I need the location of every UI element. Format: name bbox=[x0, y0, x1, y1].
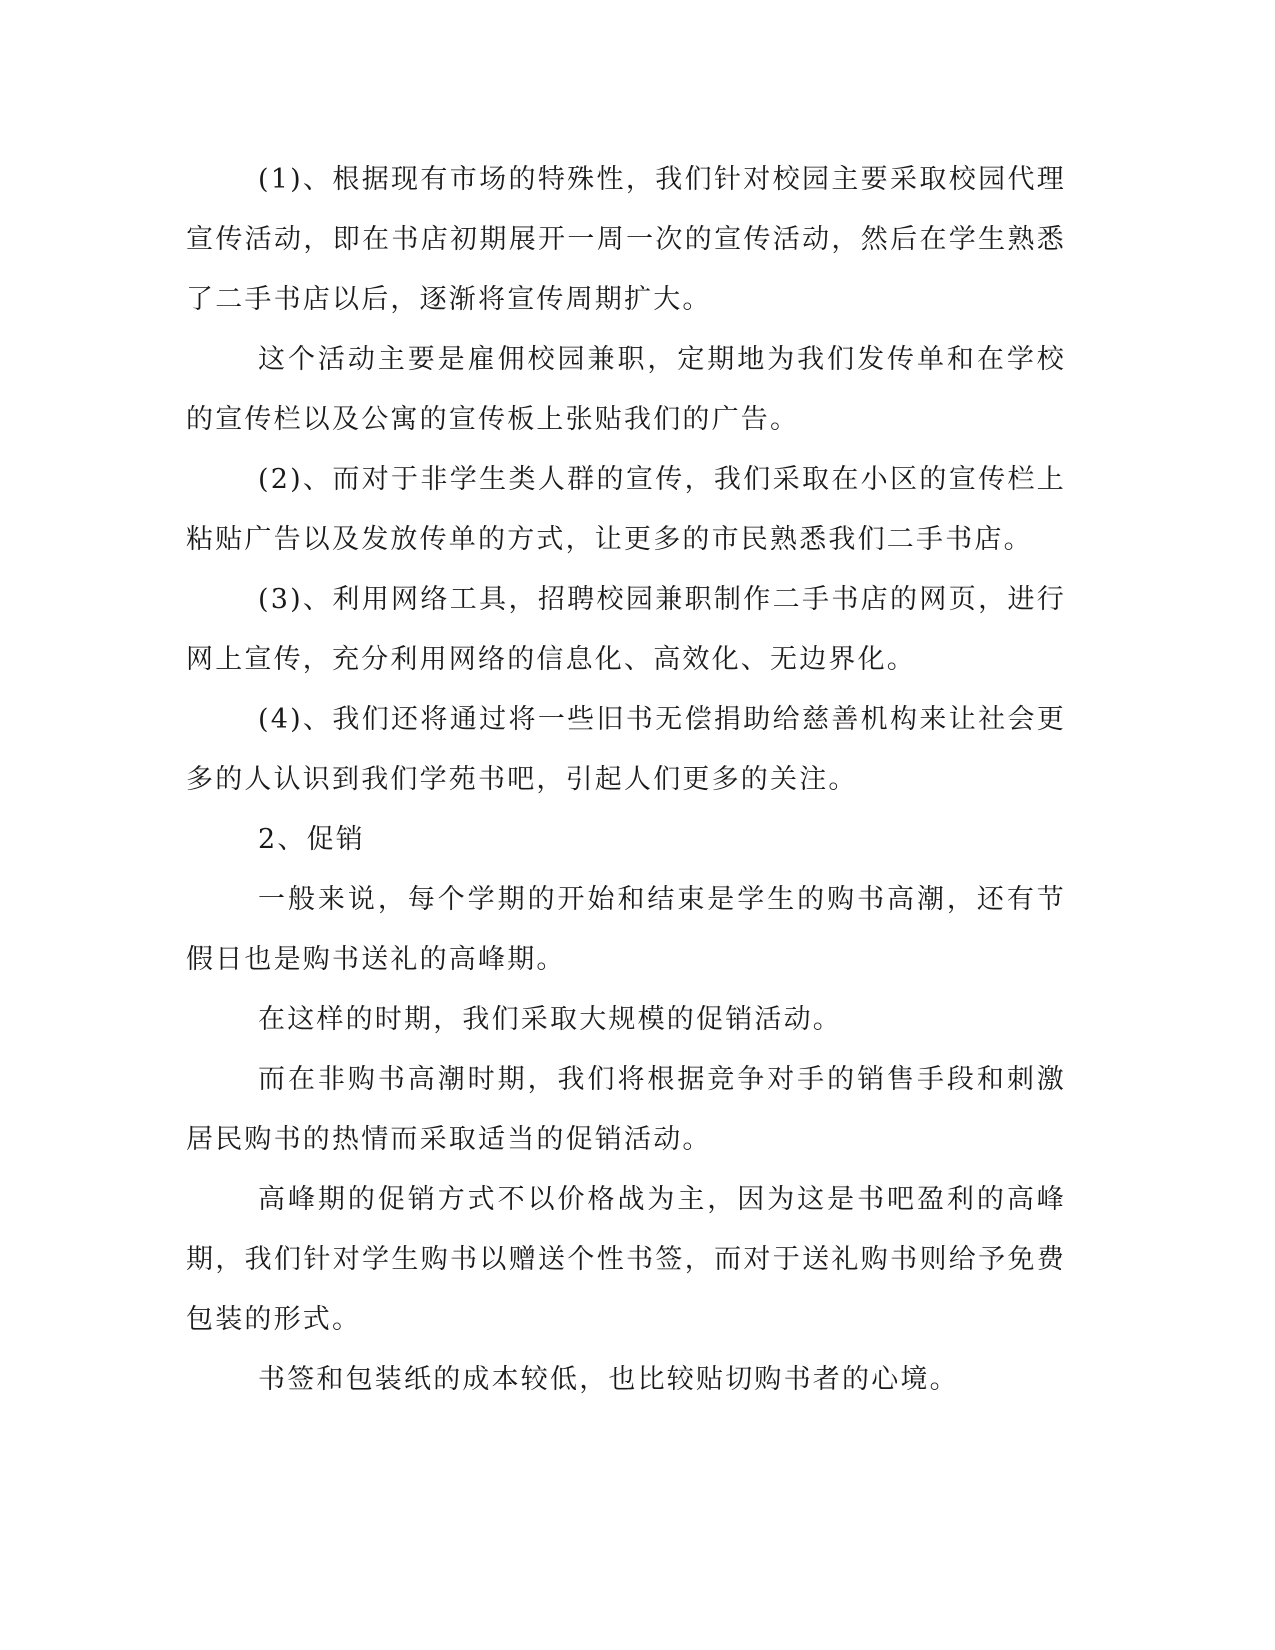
paragraph-off-peak-promotion: 而在非购书高潮时期，我们将根据竞争对手的销售手段和刺激居民购书的热情而采取适当的促销活动。 bbox=[186, 1064, 1066, 1155]
document-body bbox=[186, 150, 1066, 1410]
section-heading-sales-promotion: 2、促销 bbox=[258, 824, 365, 855]
paragraph-peak-periods: 一般来说，每个学期的开始和结束是学生的购书高潮，还有节假日也是购书送礼的高峰期。 bbox=[186, 884, 1066, 975]
paragraph-bookmark-cost: 书签和包装纸的成本较低，也比较贴切购书者的心境。 bbox=[258, 1364, 959, 1395]
paragraph-large-scale-promotion: 在这样的时期，我们采取大规模的促销活动。 bbox=[258, 1004, 842, 1035]
paragraph-peak-promotion-method: 高峰期的促销方式不以价格战为主，因为这是书吧盈利的高峰期，我们针对学生购书以赠送个性书签，而对于送礼购书则给予免费包装的形式。 bbox=[186, 1184, 1066, 1335]
paragraph-promotion-campus-agents: (1)、根据现有市场的特殊性，我们针对校园主要采取校园代理宣传活动，即在书店初期展开一周一次的宣传活动，然后在学生熟悉了二手书店以后，逐渐将宣传周期扩大。 bbox=[186, 164, 1066, 315]
paragraph-online-promotion: (3)、利用网络工具，招聘校园兼职制作二手书店的网页，进行网上宣传，充分利用网络的信息化、高效化、无边界化。 bbox=[186, 584, 1066, 675]
paragraph-non-student-promotion: (2)、而对于非学生类人群的宣传，我们采取在小区的宣传栏上粘贴广告以及发放传单的方式，让更多的市民熟悉我们二手书店。 bbox=[186, 464, 1066, 555]
paragraph-charity-donation: (4)、我们还将通过将一些旧书无偿捐助给慈善机构来让社会更多的人认识到我们学苑书吧，引起人们更多的关注。 bbox=[186, 704, 1066, 795]
paragraph-campus-part-time: 这个活动主要是雇佣校园兼职，定期地为我们发传单和在学校的宣传栏以及公寓的宣传板上张贴我们的广告。 bbox=[186, 344, 1066, 435]
